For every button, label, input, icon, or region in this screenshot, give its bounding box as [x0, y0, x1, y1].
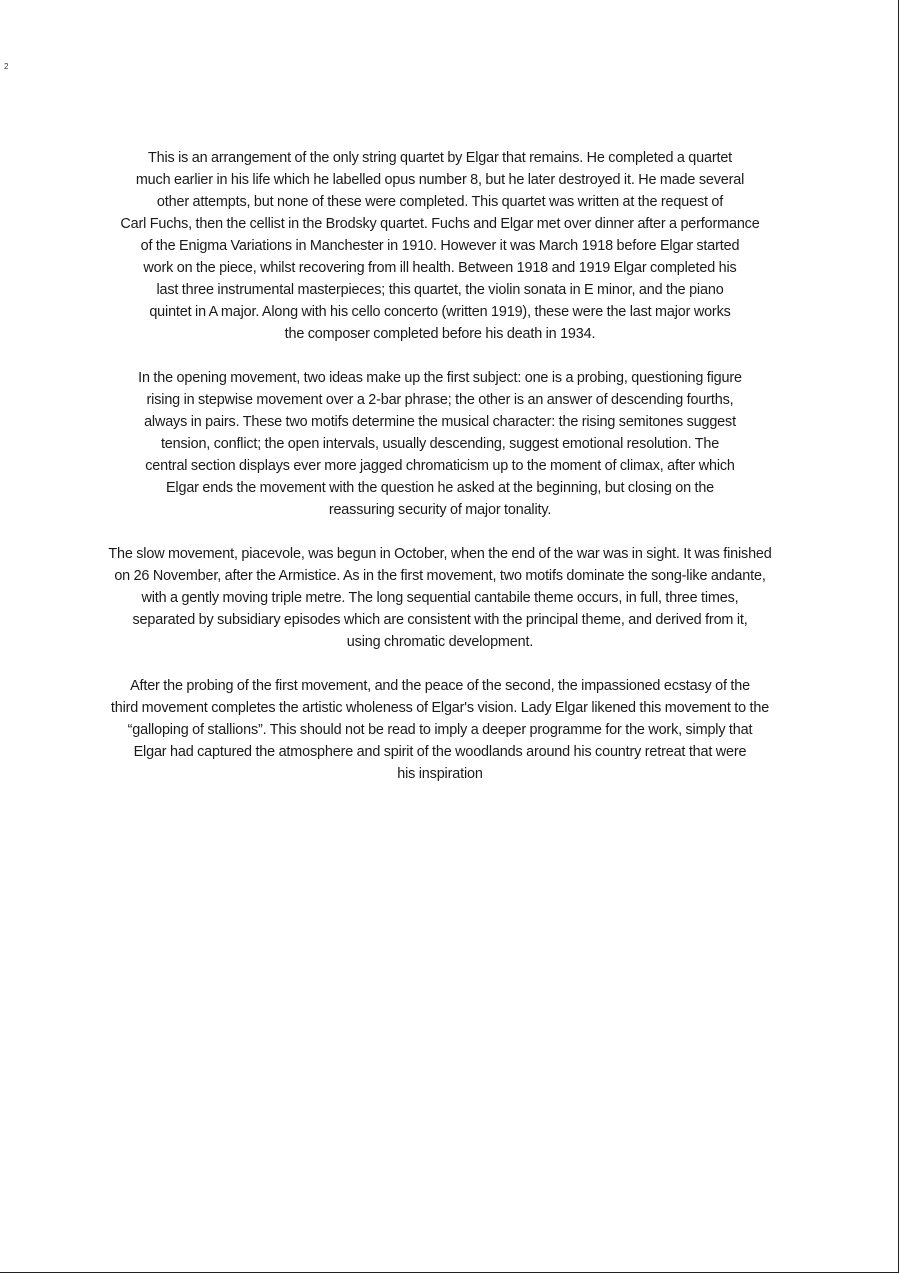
text-line: The slow movement, piacevole, was begun in October, when the end of the war was in sight. It was finished	[108, 546, 772, 562]
text-line: with a gently moving triple metre. The long sequential cantabile theme occurs, in full, three times,	[141, 590, 739, 606]
text-line: This is an arrangement of the only string quartet by Elgar that remains. He completed a quartet	[147, 150, 733, 166]
text-line: his inspiration	[397, 766, 483, 782]
text-line: In the opening movement, two ideas make up the first subject: one is a probing, questioning figure	[138, 370, 742, 386]
paragraph-slow-movement	[40, 543, 840, 653]
page-number: 2	[4, 62, 9, 71]
text-line: of the Enigma Variations in Manchester in 1910. However it was March 1918 before Elgar started	[140, 238, 740, 254]
text-line: Carl Fuchs, then the cellist in the Brodsky quartet. Fuchs and Elgar met over dinner after a performance	[120, 216, 760, 232]
paragraph-third-movement	[40, 675, 840, 785]
text-line: central section displays ever more jagged chromaticism up to the moment of climax, after which	[145, 458, 735, 474]
text-line: “galloping of stallions”. This should not be read to imply a deeper programme for the work, simply that	[127, 722, 753, 738]
paragraph-first-movement	[40, 367, 840, 521]
text-line: reassuring security of major tonality.	[328, 502, 552, 518]
document-body	[40, 147, 840, 807]
text-line: After the probing of the first movement, and the peace of the second, the impassioned ecstasy of the	[130, 678, 750, 694]
text-line: much earlier in his life which he labelled opus number 8, but he later destroyed it. He made several	[135, 172, 745, 188]
text-line: third movement completes the artistic wholeness of Elgar's vision. Lady Elgar likened this movement to the	[110, 700, 770, 716]
text-line: always in pairs. These two motifs determine the musical character: the rising semitones suggest	[144, 414, 736, 430]
text-line: Elgar had captured the atmosphere and spirit of the woodlands around his country retreat that were	[133, 744, 747, 760]
text-line: the composer completed before his death in 1934.	[284, 326, 596, 342]
text-line: separated by subsidiary episodes which are consistent with the principal theme, and derived from it,	[132, 612, 748, 628]
text-line: tension, conflict; the open intervals, usually descending, suggest emotional resolution. The	[160, 436, 720, 452]
text-line: quintet in A major. Along with his cello concerto (written 1919), these were the last major works	[149, 304, 731, 320]
text-line: work on the piece, whilst recovering from ill health. Between 1918 and 1919 Elgar completed his	[143, 260, 737, 276]
text-line: using chromatic development.	[346, 634, 534, 650]
text-line: on 26 November, after the Armistice. As in the first movement, two motifs dominate the song-like andante,	[114, 568, 766, 584]
paragraph-history	[40, 147, 840, 345]
text-line: other attempts, but none of these were completed. This quartet was written at the request of	[156, 194, 724, 210]
text-line: rising in stepwise movement over a 2-bar phrase; the other is an answer of descending fourths,	[146, 392, 734, 408]
text-line: Elgar ends the movement with the question he asked at the beginning, but closing on the	[165, 480, 715, 496]
text-line: last three instrumental masterpieces; this quartet, the violin sonata in E minor, and the piano	[156, 282, 724, 298]
